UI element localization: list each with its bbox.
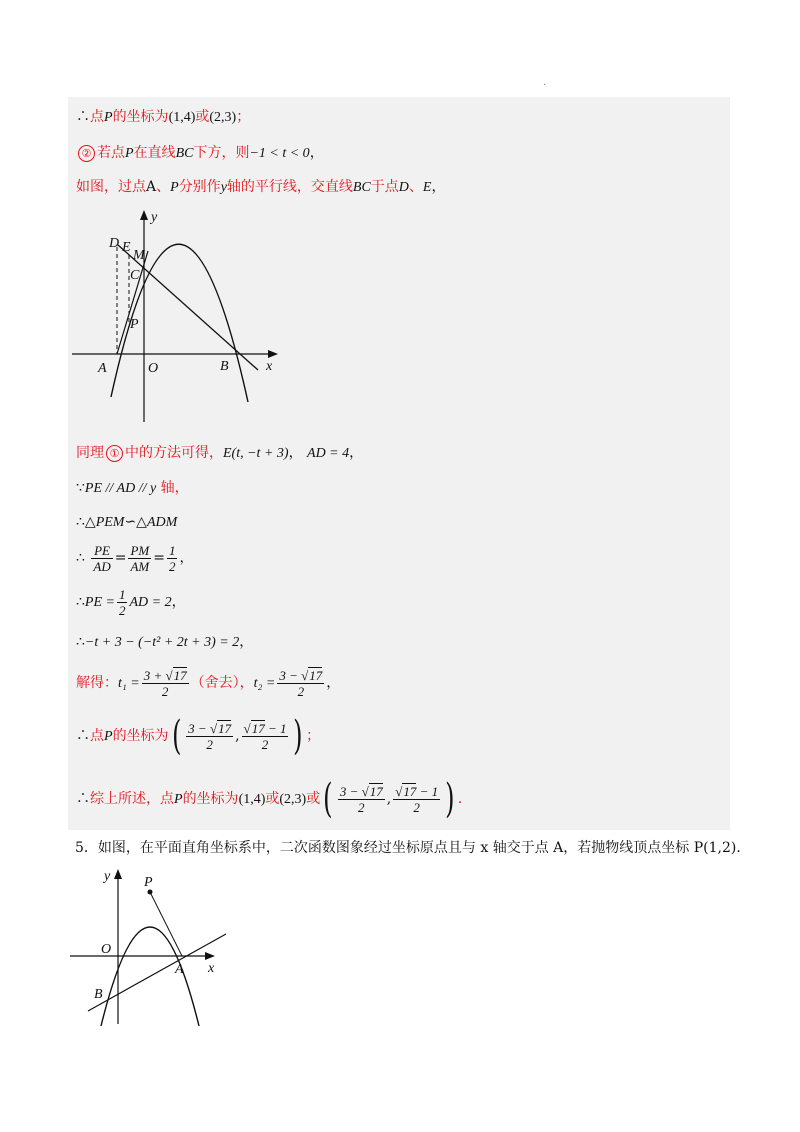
coordinate: (2,3) — [279, 792, 307, 807]
label-d: D — [109, 236, 120, 251]
text: 点 — [90, 109, 104, 125]
point-e: E — [422, 180, 432, 195]
text: 轴的平行线，交直线 — [226, 179, 353, 195]
punct: , — [235, 728, 240, 744]
point-a: A — [146, 179, 157, 195]
equals: = — [114, 550, 127, 566]
text: 的坐标为 — [182, 791, 239, 807]
point-p: P — [174, 792, 183, 807]
denominator: AM — [130, 558, 150, 574]
radicand: 17 — [369, 783, 383, 799]
punct: 、 — [408, 179, 423, 195]
denominator: 2 — [413, 799, 420, 815]
text: 解得： — [76, 675, 118, 691]
right-paren: ) — [293, 713, 303, 759]
label-e: E — [122, 240, 131, 255]
line-pe-value — [76, 586, 186, 619]
numerator: 1 — [168, 542, 176, 558]
fraction-pe-ad — [91, 543, 112, 574]
label-a: A — [175, 962, 184, 977]
point-p: P — [104, 110, 113, 125]
punct: ； — [236, 109, 251, 125]
denominator: 2 — [168, 558, 176, 574]
point-p: P — [125, 146, 134, 161]
fraction-t1: $\frac{3 + √17}{2}$ — [143, 667, 187, 699]
line-case-two — [76, 143, 324, 164]
numerator-part: 3 − — [279, 667, 302, 683]
label-x: x — [208, 961, 215, 976]
circled-two: ② — [78, 145, 95, 162]
text: 轴， — [160, 480, 189, 496]
therefore-symbol: ∴ — [76, 550, 85, 566]
figure-parabola-bc — [68, 207, 298, 432]
text: 下方，则 — [193, 145, 250, 161]
line-bc: BC — [175, 146, 194, 161]
line-p-coords-below — [76, 714, 320, 759]
point-d: D — [398, 180, 409, 195]
line-construction — [76, 177, 445, 198]
punct: ， — [326, 675, 341, 691]
line-p-coords-above — [76, 107, 250, 128]
vertex-point — [148, 890, 153, 895]
denominator: AD — [93, 558, 111, 574]
label-x: x — [266, 359, 273, 374]
text: 或 — [306, 791, 321, 807]
label-b: B — [220, 359, 229, 374]
figure-problem-5 — [68, 866, 233, 1026]
t1: t₁ = — [118, 676, 140, 691]
numerator-part: 3 + — [143, 667, 166, 683]
label-p: P — [130, 317, 139, 332]
numerator-part: 3 − — [339, 783, 362, 799]
punct: ， — [171, 594, 186, 610]
text: 中的方法可得， — [125, 445, 223, 461]
numerator-part: − 1 — [416, 783, 439, 799]
numerator-part: 3 − — [188, 720, 210, 736]
x-axis-arrow — [268, 350, 278, 358]
expr: AD = 2 — [129, 595, 172, 610]
punct: 、 — [156, 179, 171, 195]
line-summary — [76, 777, 462, 822]
coordinate: (1,4) — [238, 792, 266, 807]
label-y: y — [104, 869, 111, 884]
text: 的坐标为 — [112, 109, 169, 125]
numerator: 1 — [118, 586, 126, 602]
therefore-symbol: ∴ — [76, 634, 85, 650]
therefore-symbol: ∴ — [76, 514, 85, 530]
line-solutions — [76, 665, 340, 702]
left-paren: ( — [171, 713, 182, 759]
punct: , — [386, 791, 392, 807]
fraction-half — [167, 543, 178, 574]
text: 分别作 — [178, 179, 221, 195]
fraction-half — [117, 587, 128, 618]
label-m: M — [133, 248, 145, 263]
similarity-expr: △PEM∽△ADM — [84, 515, 178, 530]
punct: ， — [349, 445, 364, 461]
fraction-pm-am — [128, 543, 151, 574]
radicand: 17 — [309, 667, 323, 683]
text: 若点 — [97, 145, 125, 161]
numerator: PE — [91, 543, 112, 559]
punct: ， — [288, 445, 303, 461]
y-axis-arrow — [140, 210, 148, 220]
punct: ； — [306, 728, 321, 744]
therefore-symbol: ∴ — [76, 791, 90, 807]
text: 于点 — [370, 179, 399, 195]
t2: t₂ = — [253, 676, 276, 691]
because-symbol: ∵ — [76, 480, 85, 496]
line-ratio — [76, 542, 193, 574]
therefore-symbol: ∴ — [76, 728, 90, 744]
line-similar-method — [76, 443, 363, 464]
punct: ， — [309, 145, 324, 161]
text: 综上所述，点 — [90, 791, 174, 807]
ad-length: AD = 4 — [307, 446, 350, 461]
therefore-symbol: ∴ — [76, 594, 85, 610]
fraction-x: $\frac{3 - √17}{2}$ — [188, 720, 232, 752]
text: 在直线 — [133, 145, 176, 161]
point-p: P — [170, 180, 179, 195]
denominator: 2 — [261, 736, 269, 752]
solution-box — [68, 97, 730, 830]
y-symbol: y — [220, 180, 227, 195]
radicand: 17 — [218, 720, 232, 736]
label-p: P — [144, 875, 153, 890]
label-c: C — [130, 268, 140, 283]
denominator: 2 — [206, 736, 213, 752]
problem-5-statement: 5．如图，在平面直角坐标系中，二次函数图象经过坐标原点且与 x 轴交于点 A，若抛物线顶点坐标 P(1,2)． — [75, 840, 751, 856]
label-o: O — [148, 361, 159, 376]
radicand: 17 — [403, 783, 417, 799]
x-axis-arrow — [205, 952, 215, 960]
denominator: 2 — [297, 683, 305, 699]
fraction-y: $\frac{√17 - 1}{2}$ — [395, 783, 439, 815]
label-b: B — [94, 987, 103, 1002]
point-e-expr: E(t, −t + 3) — [223, 446, 289, 461]
y-axis-arrow — [114, 869, 122, 879]
radicand: 17 — [173, 667, 187, 683]
condition: −1 < t < 0 — [249, 146, 310, 161]
line-equation — [76, 632, 253, 653]
text: （舍去）， — [190, 675, 254, 691]
numerator-part: − 1 — [264, 720, 287, 736]
segment-pa — [150, 892, 182, 956]
line-am — [117, 251, 148, 354]
punct: . — [457, 791, 463, 807]
point-p: P — [104, 729, 113, 744]
fraction-t2: $\frac{3 - √17}{2}$ — [279, 667, 323, 699]
fraction-y: $\frac{√17 - 1}{2}$ — [243, 720, 287, 752]
denominator: 2 — [161, 683, 169, 699]
denominator: 2 — [118, 602, 126, 618]
punct: ， — [179, 550, 194, 566]
numerator: PM — [130, 542, 150, 558]
coordinate: (2,3) — [209, 110, 237, 125]
label-a: A — [98, 361, 107, 376]
text: 点 — [90, 728, 104, 744]
text: 同理 — [76, 445, 104, 461]
text: 如图，过点 — [76, 179, 146, 195]
denominator: 2 — [358, 799, 365, 815]
text: 或 — [195, 109, 210, 125]
line-similar-triangles — [76, 512, 177, 533]
text: 或 — [265, 791, 280, 807]
expr: PE = — [84, 595, 115, 610]
label-o: O — [101, 942, 112, 957]
parallel-expr: PE // AD // y — [84, 481, 157, 496]
text: 的坐标为 — [112, 728, 169, 744]
coordinate: (1,4) — [168, 110, 196, 125]
equation: −t + 3 − (−t² + 2t + 3) = 2 — [84, 635, 240, 650]
punct: ， — [239, 634, 254, 650]
punct: ， — [431, 179, 446, 195]
fraction-x: $\frac{3 - √17}{2}$ — [339, 783, 383, 815]
page-mark: · — [543, 80, 547, 91]
line-bc: BC — [352, 180, 371, 195]
therefore-symbol: ∴ — [76, 109, 90, 125]
right-paren: ) — [445, 776, 455, 822]
left-paren: ( — [323, 776, 333, 822]
line-bc — [118, 245, 258, 370]
radicand: 17 — [251, 720, 265, 736]
equals: = — [153, 550, 165, 566]
line-parallel — [76, 478, 189, 499]
label-y: y — [151, 210, 158, 225]
circled-one: ① — [106, 445, 123, 462]
